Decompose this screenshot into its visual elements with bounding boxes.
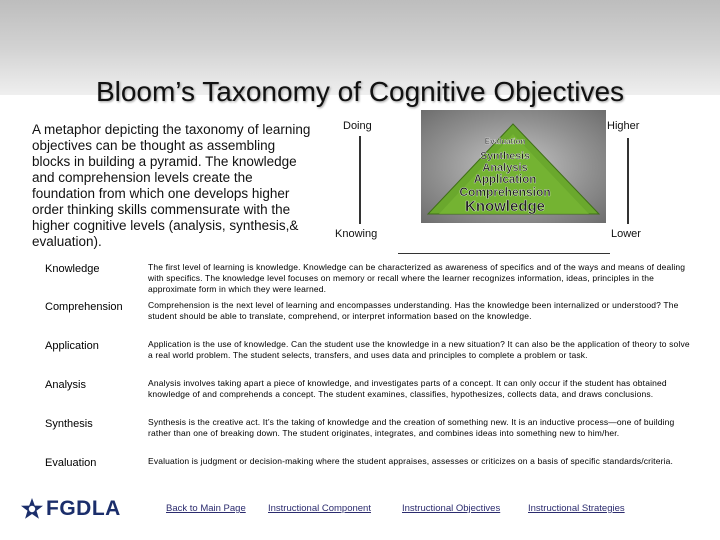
doing-knowing-axis	[359, 136, 361, 224]
table-row	[45, 295, 690, 334]
table-row	[45, 373, 690, 412]
level-term: Comprehension	[45, 301, 123, 313]
table-row	[45, 334, 690, 373]
pyramid-level-analysis: Analysis	[482, 162, 528, 174]
table-row	[45, 412, 690, 451]
pyramid-graphic	[421, 110, 606, 223]
pyramid-level-synthesis: Synthesis	[480, 150, 530, 162]
level-description: Comprehension is the next level of learning and encompasses understanding. Has the knowledge been internalized or understood? The student should be able to translate, comprehend, or interpret information based on the knowledge.	[148, 300, 679, 321]
level-term: Evaluation	[45, 457, 97, 469]
level-term: Application	[45, 340, 99, 352]
page-title: Bloom’s Taxonomy of Cognitive Objectives	[95, 76, 625, 107]
table-row	[45, 256, 690, 295]
higher-lower-axis	[627, 138, 629, 224]
table-row	[45, 451, 690, 490]
fgdla-logo-text: FGDLA	[46, 497, 121, 520]
level-term: Synthesis	[45, 418, 93, 430]
pyramid-level-knowledge: Knowledge	[464, 198, 546, 215]
pyramid-level-comprehension: Comprehension	[459, 185, 551, 199]
doing-label: Doing	[343, 120, 372, 132]
level-term: Knowledge	[45, 263, 100, 275]
higher-label: Higher	[607, 120, 640, 132]
pyramid-level-evaluation: Evaluation	[484, 137, 526, 146]
instructional-strategies-link[interactable]: Instructional Strategies	[528, 503, 625, 514]
knowing-label: Knowing	[335, 228, 378, 240]
instructional-objectives-link[interactable]: Instructional Objectives	[402, 503, 501, 514]
level-description: Synthesis is the creative act. It’s the taking of knowledge and the creation of something new. It is an inductive process—one of building rather than one of breaking down. The student originates, integrates, and combines ideas into something new to him/her.	[148, 417, 675, 438]
level-description: The first level of learning is knowledge. Knowledge can be characterized as awareness of specifics and of the ways and means of dealing with specifics. The knowledge level focuses on memory or recall where the learner recognizes information, ideas, principles in the approximate form in which they were learned.	[148, 262, 686, 294]
level-description: Evaluation is judgment or decision-making where the student appraises, assesses or criticizes on a basis of specific standards/criteria.	[148, 456, 673, 466]
fgdla-logo-emblem-icon	[20, 497, 44, 521]
levels-table	[45, 256, 690, 490]
lower-label: Lower	[611, 228, 641, 240]
level-description: Application is the use of knowledge. Can the student use the knowledge in a new situation? It can also be the application of theory to solve a real world problem. The student selects, transfers, and uses data and principles to complete a problem or task.	[148, 339, 690, 360]
diagram-baseline	[398, 253, 610, 254]
instructional-component-link[interactable]: Instructional Component	[268, 503, 371, 514]
back-to-main-page-link[interactable]: Back to Main Page	[166, 503, 246, 514]
level-term: Analysis	[45, 379, 86, 391]
level-description: Analysis involves taking apart a piece of knowledge, and investigates parts of a concept. It can only occur if the student has obtained knowledge of and comprehends a concept. The student examines, classifies, hypothesizes, collects data, and draws conclusions.	[148, 378, 667, 399]
pyramid-level-application: Application	[473, 174, 537, 186]
intro-paragraph: A metaphor depicting the taxonomy of learning objectives can be thought as assembling blocks in building a pyramid. The knowledge and comprehension levels create the foundation from which one develops higher order thinking skills commensurate with the higher cognitive levels (analysis, synthesis,& evaluation).	[32, 122, 311, 249]
